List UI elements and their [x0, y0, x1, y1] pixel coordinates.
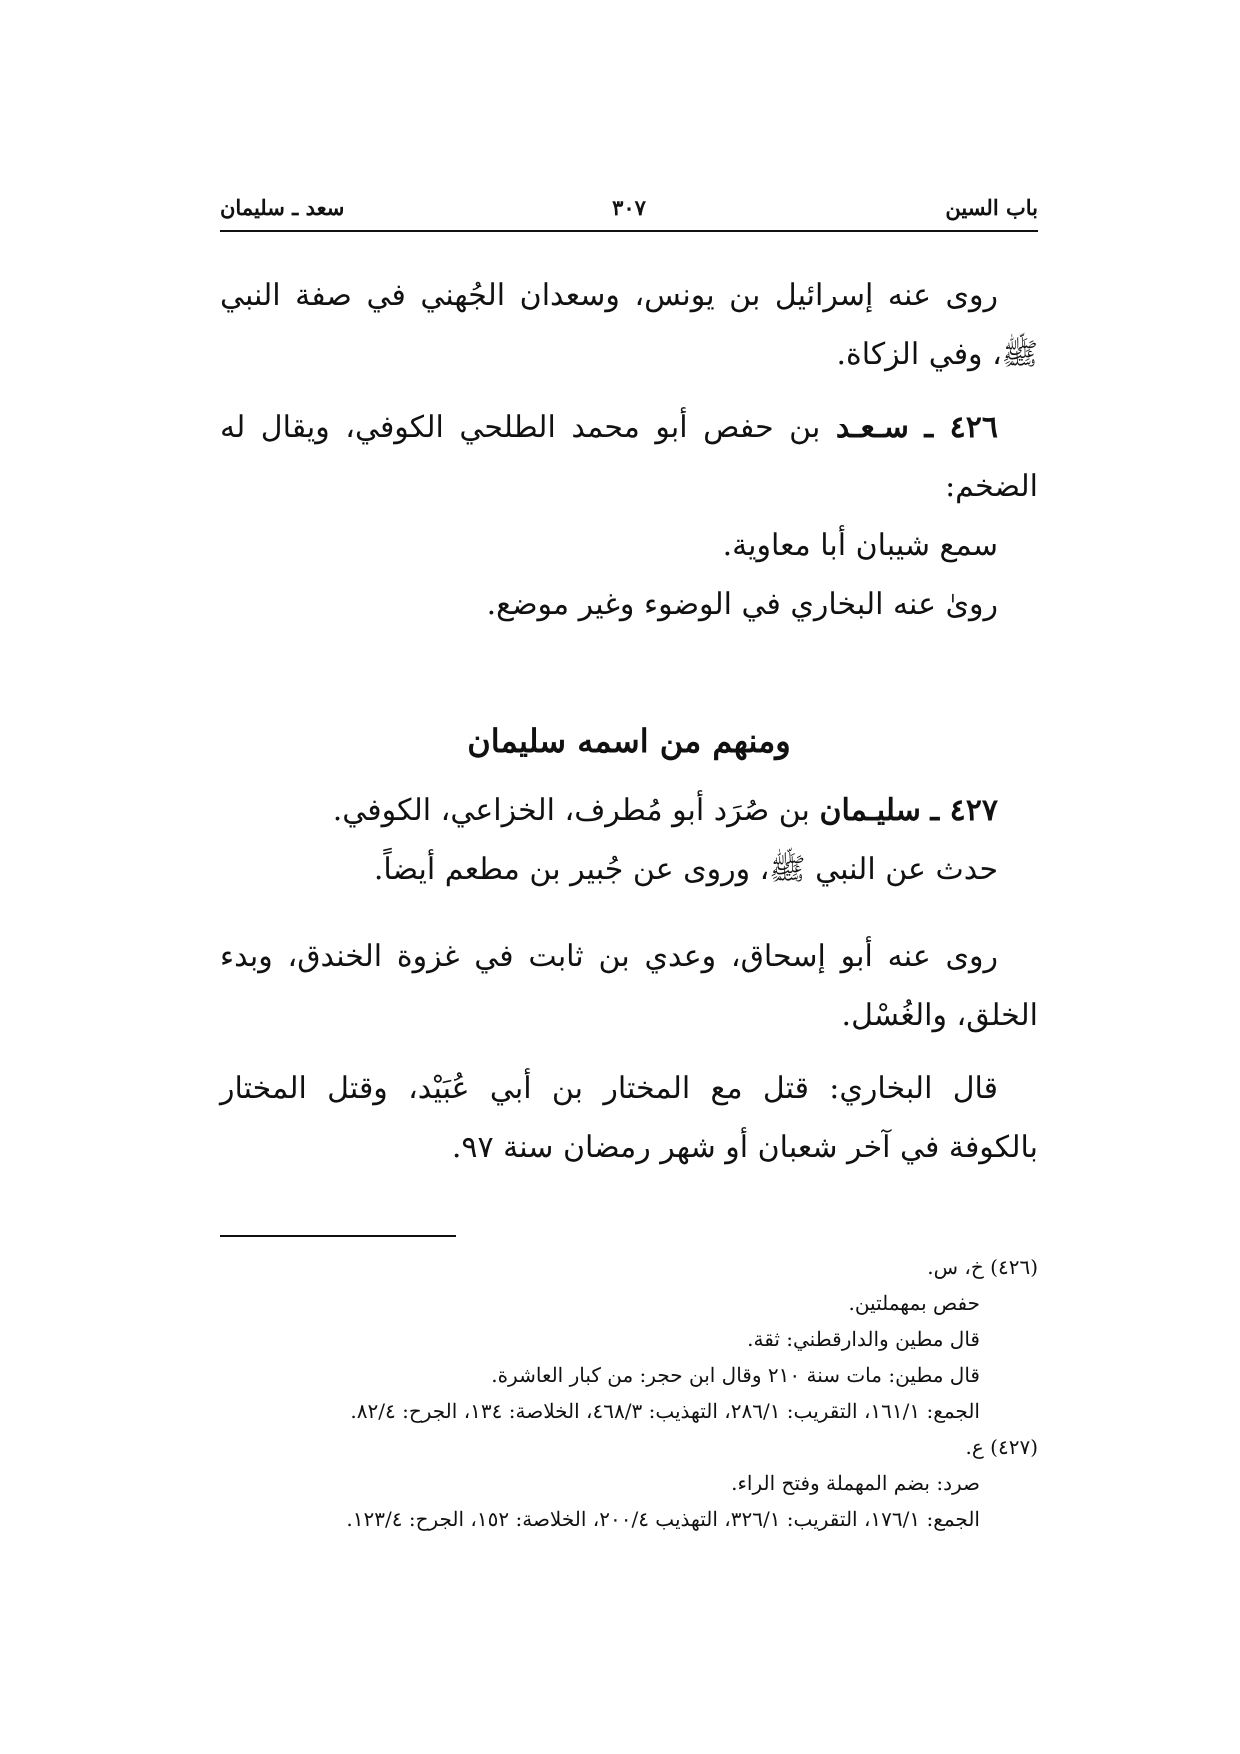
entry-text: بن صُرَد أبو مُطرف، الخزاعي، الكوفي.	[332, 793, 820, 828]
footnote-head: (٤٢٦) خ، س.	[927, 1255, 1038, 1279]
chapter-title: باب السين	[945, 195, 1038, 220]
entry-426	[220, 398, 1038, 516]
entry-number: ٤٢٦ ـ	[924, 410, 998, 445]
footnote-divider	[220, 1235, 456, 1237]
footnote-line: قال مطين والدارقطني: ثقة.	[747, 1327, 980, 1351]
entry-name: سليـمان	[819, 793, 921, 828]
footnotes	[220, 1249, 1038, 1537]
entry-427	[220, 781, 1038, 840]
entry-number: ٤٢٧ ـ	[930, 793, 998, 828]
footnote-line: الجمع: ١٦١/١، التقريب: ٢٨٦/١، التهذيب: ٤٦٨/٣، الخلاصة: ١٣٤، الجرح: ٨٢/٤.	[350, 1399, 980, 1423]
paragraph: روى عنه أبو إسحاق، وعدي بن ثابت في غزوة الخندق، وبدء الخلق، والغُسْل.	[220, 939, 1038, 1033]
section-range: سعد ـ سليمان	[220, 195, 345, 220]
paragraph: قال البخاري: قتل مع المختار بن أبي عُبَيْد، وقتل المختار بالكوفة في آخر شعبان أو شهر رمضان سنة ٩٧.	[220, 1071, 1038, 1165]
entry-name: سـعـد	[835, 410, 909, 445]
entry-text: بن حفص أبو محمد الطلحي الكوفي، ويقال له الضخم:	[220, 410, 1038, 504]
footnote-line: صرد: بضم المهملة وفتح الراء.	[731, 1471, 980, 1495]
entry-line: روىٰ عنه البخاري في الوضوء وغير موضع.	[486, 587, 998, 622]
entry-line: حدث عن النبي ﷺ، وروى عن جُبير بن مطعم أيضاً.	[373, 852, 998, 887]
footnote-head: (٤٢٧) ع.	[965, 1435, 1038, 1459]
main-text	[220, 266, 1038, 1177]
running-header	[220, 190, 1038, 226]
entry-line: سمع شيبان أبا معاوية.	[722, 528, 998, 563]
footnote-line: حفص بمهملتين.	[848, 1291, 980, 1315]
footnote-line: الجمع: ١٧٦/١، التقريب: ٣٢٦/١، التهذيب ٢٠٠/٤، الخلاصة: ١٥٢، الجرح: ١٢٣/٤.	[346, 1507, 980, 1531]
header-divider	[220, 230, 1038, 232]
section-heading: ومنهم من اسمه سليمان	[467, 722, 791, 760]
book-page	[220, 190, 1038, 1590]
paragraph: روى عنه إسرائيل بن يونس، وسعدان الجُهني في صفة النبي ﷺ، وفي الزكاة.	[220, 278, 1038, 372]
footnote-line: قال مطين: مات سنة ٢١٠ وقال ابن حجر: من كبار العاشرة.	[491, 1363, 980, 1387]
page-number: ٣٠٧	[612, 195, 646, 220]
